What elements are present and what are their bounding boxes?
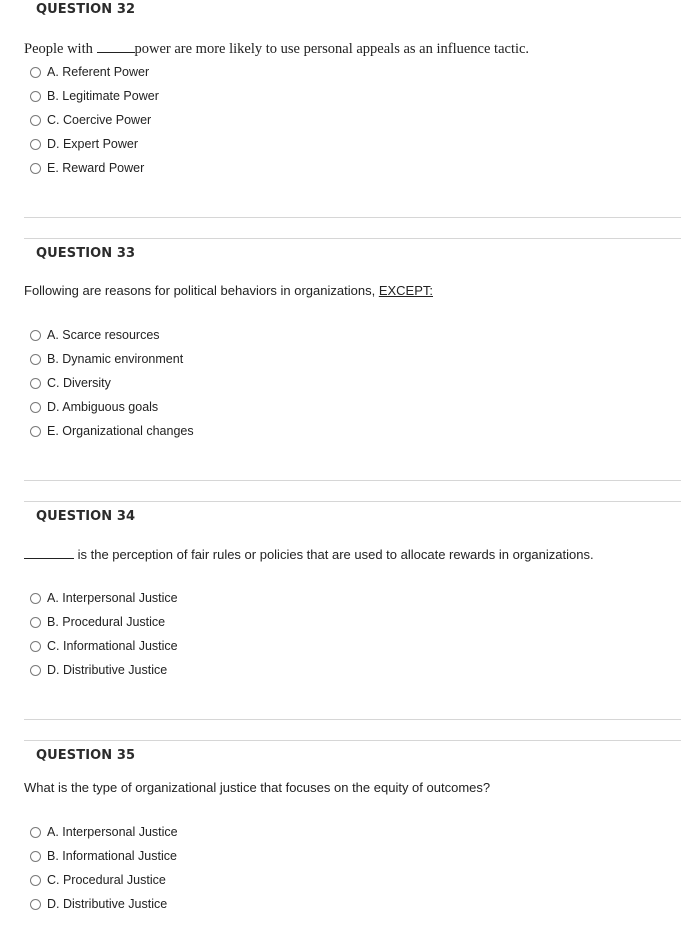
- divider: [24, 740, 681, 741]
- option-32-e[interactable]: [30, 156, 159, 180]
- divider: [24, 480, 681, 481]
- option-35-c[interactable]: [30, 868, 178, 892]
- question-35-text: What is the type of organizational justice that focuses on the equity of outcomes?: [24, 780, 491, 795]
- radio-button[interactable]: [30, 426, 41, 437]
- question-34-text: [24, 546, 594, 562]
- option-label: E. Reward Power: [47, 161, 145, 175]
- radio-button[interactable]: [30, 593, 41, 604]
- question-32-header: QUESTION 32: [36, 2, 136, 17]
- radio-button[interactable]: [30, 402, 41, 413]
- divider: [24, 217, 681, 218]
- radio-button[interactable]: [30, 378, 41, 389]
- question-34-options: [30, 586, 178, 682]
- option-label: A. Referent Power: [47, 65, 150, 79]
- option-label: A. Interpersonal Justice: [47, 591, 178, 605]
- option-label: B. Informational Justice: [47, 849, 177, 863]
- option-35-d[interactable]: [30, 892, 178, 916]
- radio-button[interactable]: [30, 899, 41, 910]
- question-33-text: [24, 283, 433, 298]
- option-label: E. Organizational changes: [47, 424, 194, 438]
- radio-button[interactable]: [30, 875, 41, 886]
- divider: [24, 501, 681, 502]
- radio-button[interactable]: [30, 641, 41, 652]
- radio-button[interactable]: [30, 163, 41, 174]
- option-33-c[interactable]: [30, 371, 194, 395]
- radio-button[interactable]: [30, 91, 41, 102]
- option-label: C. Coercive Power: [47, 113, 152, 127]
- question-32-text: [24, 40, 529, 58]
- divider: [24, 719, 681, 720]
- option-label: D. Distributive Justice: [47, 897, 168, 911]
- radio-button[interactable]: [30, 827, 41, 838]
- question-32-options: [30, 60, 159, 180]
- radio-button[interactable]: [30, 139, 41, 150]
- option-34-b[interactable]: [30, 610, 178, 634]
- radio-button[interactable]: [30, 330, 41, 341]
- radio-button[interactable]: [30, 67, 41, 78]
- question-35-options: [30, 820, 178, 916]
- option-32-b[interactable]: [30, 84, 159, 108]
- radio-button[interactable]: [30, 115, 41, 126]
- question-33-except: EXCEPT:: [378, 283, 433, 298]
- option-label: C. Diversity: [47, 376, 111, 390]
- option-35-a[interactable]: [30, 820, 178, 844]
- option-label: D. Ambiguous goals: [47, 400, 159, 414]
- option-label: A. Scarce resources: [47, 328, 160, 342]
- option-32-c[interactable]: [30, 108, 159, 132]
- option-34-c[interactable]: [30, 634, 178, 658]
- option-34-d[interactable]: [30, 658, 178, 682]
- divider: [24, 238, 681, 239]
- option-label: D. Expert Power: [47, 137, 139, 151]
- option-label: D. Distributive Justice: [47, 663, 168, 677]
- option-label: B. Procedural Justice: [47, 615, 166, 629]
- option-label: B. Dynamic environment: [47, 352, 184, 366]
- option-33-b[interactable]: [30, 347, 194, 371]
- question-32-blank: [97, 40, 135, 53]
- option-33-e[interactable]: [30, 419, 194, 443]
- question-34-blank: [24, 546, 74, 559]
- option-label: A. Interpersonal Justice: [47, 825, 178, 839]
- option-label: C. Informational Justice: [47, 639, 178, 653]
- option-32-a[interactable]: [30, 60, 159, 84]
- radio-button[interactable]: [30, 665, 41, 676]
- question-32-text-before: People with: [24, 41, 93, 57]
- option-33-a[interactable]: [30, 323, 194, 347]
- radio-button[interactable]: [30, 617, 41, 628]
- radio-button[interactable]: [30, 354, 41, 365]
- question-33-text-main: Following are reasons for political behaviors in organizations,: [24, 283, 376, 298]
- radio-button[interactable]: [30, 851, 41, 862]
- question-35-header: QUESTION 35: [36, 748, 136, 763]
- option-33-d[interactable]: [30, 395, 194, 419]
- option-34-a[interactable]: [30, 586, 178, 610]
- option-35-b[interactable]: [30, 844, 178, 868]
- option-32-d[interactable]: [30, 132, 159, 156]
- question-33-header: QUESTION 33: [36, 246, 136, 261]
- option-label: B. Legitimate Power: [47, 89, 159, 103]
- question-33-options: [30, 323, 194, 443]
- option-label: C. Procedural Justice: [47, 873, 166, 887]
- question-32-text-after: power are more likely to use personal appeals as an influence tactic.: [134, 41, 530, 57]
- question-34-text-after: is the perception of fair rules or policies that are used to allocate rewards in organizations.: [77, 547, 594, 562]
- question-34-header: QUESTION 34: [36, 509, 136, 524]
